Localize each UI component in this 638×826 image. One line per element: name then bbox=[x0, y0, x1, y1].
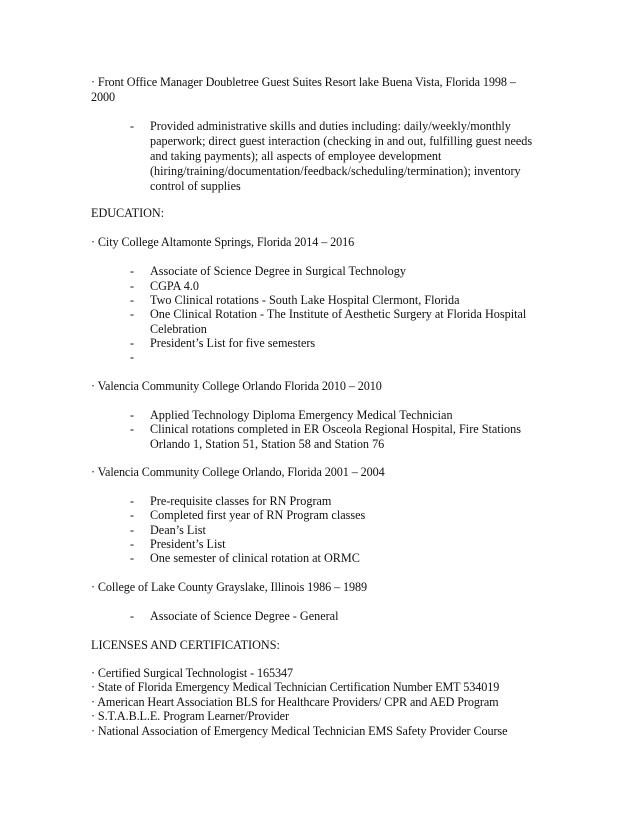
list-item: President’s List for five semesters bbox=[150, 336, 316, 350]
bullet-dash: - bbox=[130, 609, 135, 623]
list-item: Pre-requisite classes for RN Program bbox=[150, 494, 332, 508]
school-title: · College of Lake County Grayslake, Illinois 1986 – 1989 bbox=[91, 580, 368, 594]
bullet-dash: - bbox=[130, 537, 135, 551]
bullet-dash: - bbox=[130, 279, 135, 293]
list-item: CGPA 4.0 bbox=[150, 279, 199, 293]
school-title: · City College Altamonte Springs, Florida 2014 – 2016 bbox=[91, 235, 355, 249]
school-title: · Valencia Community College Orlando, Florida 2001 – 2004 bbox=[91, 465, 385, 479]
license-item: · American Heart Association BLS for Healthcare Providers/ CPR and AED Program bbox=[91, 695, 499, 709]
license-item: · Certified Surgical Technologist - 165347 bbox=[91, 666, 293, 680]
list-item: One semester of clinical rotation at ORMC bbox=[150, 551, 360, 565]
bullet-dash: - bbox=[130, 494, 135, 508]
licenses-heading: LICENSES AND CERTIFICATIONS: bbox=[91, 638, 280, 652]
list-item: Associate of Science Degree in Surgical Technology bbox=[150, 264, 406, 278]
license-item: · State of Florida Emergency Medical Technician Certification Number EMT 534019 bbox=[91, 680, 500, 694]
bullet-dash: - bbox=[130, 508, 135, 522]
list-item: Two Clinical rotations - South Lake Hospital Clermont, Florida bbox=[150, 293, 460, 307]
bullet-dash: - bbox=[130, 264, 135, 278]
bullet-dash: - bbox=[130, 307, 135, 321]
list-item: Clinical rotations completed in ER Osceola Regional Hospital, Fire Stations Orlando 1, Station 51, Station 58 and Station 76 bbox=[150, 422, 521, 451]
job-duties: Provided administrative skills and duties including: daily/weekly/monthly paperwork; direct guest interaction (checking in and out, fulfilling guest needs and taking payments); all aspects of employee development (hiring/training/documentation/feedback/scheduling/termination); inventory control of supplies bbox=[150, 119, 533, 193]
list-item: One Clinical Rotation - The Institute of Aesthetic Surgery at Florida Hospital Celebration bbox=[150, 307, 527, 336]
bullet-dash: - bbox=[130, 422, 135, 436]
bullet-dash: - bbox=[130, 408, 135, 422]
list-item: Dean’s List bbox=[150, 523, 206, 537]
bullet-dash: - bbox=[130, 336, 135, 350]
job-title-line-1: · Front Office Manager Doubletree Guest Suites Resort lake Buena Vista, Florida 1998 – bbox=[91, 75, 516, 89]
list-item: President’s List bbox=[150, 537, 226, 551]
list-item: Associate of Science Degree - General bbox=[150, 609, 339, 623]
list-item: Completed first year of RN Program classes bbox=[150, 508, 366, 522]
bullet-dash: - bbox=[130, 551, 135, 565]
education-heading: EDUCATION: bbox=[91, 206, 165, 220]
bullet-dash: - bbox=[130, 523, 135, 537]
license-item: · National Association of Emergency Medical Technician EMS Safety Provider Course bbox=[91, 724, 508, 738]
school-title: · Valencia Community College Orlando Florida 2010 – 2010 bbox=[91, 379, 382, 393]
bullet-dash: - bbox=[130, 350, 135, 364]
bullet-dash: - bbox=[130, 119, 135, 133]
list-item: Applied Technology Diploma Emergency Medical Technician bbox=[150, 408, 453, 422]
license-item: · S.T.A.B.L.E. Program Learner/Provider bbox=[91, 709, 289, 723]
job-title-line-2: 2000 bbox=[91, 90, 115, 104]
bullet-dash: - bbox=[130, 293, 135, 307]
